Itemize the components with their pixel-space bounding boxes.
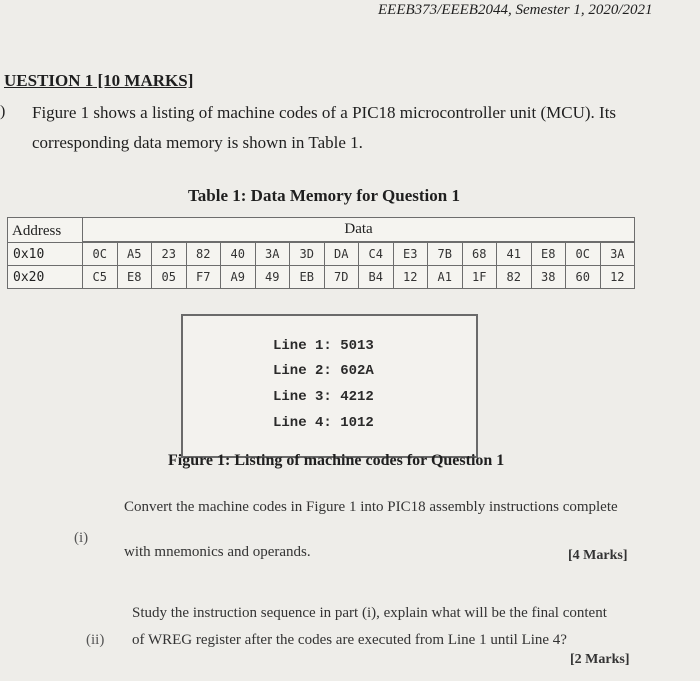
part-ii-line-1: Study the instruction sequence in part (i), explain what will be the final content <box>132 605 607 621</box>
data-cell: 82 <box>186 243 221 266</box>
data-cell: 82 <box>497 266 532 289</box>
address-cell: 0x20 <box>8 266 83 289</box>
data-cell: E8 <box>531 243 566 266</box>
data-cell: A9 <box>221 266 256 289</box>
data-cell: 7D <box>324 266 359 289</box>
data-cell: 3A <box>255 243 290 266</box>
part-ii-number: (ii) <box>86 632 105 648</box>
code-line-3: Line 3: 4212 <box>273 389 374 405</box>
question-marker: ) <box>0 103 6 120</box>
figure-caption: Figure 1: Listing of machine codes for Question 1 <box>168 452 505 469</box>
part-i-number: (i) <box>74 530 89 546</box>
address-header: Address <box>8 218 83 243</box>
table-row <box>8 243 635 266</box>
part-ii-line-2: of WREG register after the codes are executed from Line 1 until Line 4? <box>132 632 567 648</box>
course-header: EEEB373/EEEB2044, Semester 1, 2020/2021 <box>378 2 653 18</box>
data-cell: 1F <box>462 266 497 289</box>
code-line-1: Line 1: 5013 <box>273 338 374 354</box>
part-i-line-1: Convert the machine codes in Figure 1 into PIC18 assembly instructions complete <box>124 499 618 515</box>
address-cell: 0x10 <box>8 243 83 266</box>
data-cell: 23 <box>152 243 187 266</box>
machine-code-listing <box>181 314 478 458</box>
question-title: UESTION 1 [10 MARKS] <box>4 71 194 90</box>
table-caption: Table 1: Data Memory for Question 1 <box>188 186 460 205</box>
data-cell: DA <box>324 243 359 266</box>
part-i-marks: [4 Marks] <box>568 548 628 563</box>
data-cell: A5 <box>117 243 152 266</box>
data-header: Data <box>83 218 635 242</box>
data-cell: C5 <box>83 266 118 289</box>
data-cell: 49 <box>255 266 290 289</box>
data-cell: 05 <box>152 266 187 289</box>
data-cell: 12 <box>600 266 635 289</box>
data-cell: B4 <box>359 266 394 289</box>
data-memory-table <box>7 217 635 289</box>
data-cell: 0C <box>83 243 118 266</box>
data-cell: C4 <box>359 243 394 266</box>
part-ii-marks: [2 Marks] <box>570 652 630 667</box>
data-cell: E3 <box>393 243 428 266</box>
data-cell: 38 <box>531 266 566 289</box>
data-cell: 0C <box>566 243 601 266</box>
data-cell: EB <box>290 266 325 289</box>
data-cell: A1 <box>428 266 463 289</box>
data-cell: 40 <box>221 243 256 266</box>
data-cell: 3A <box>600 243 635 266</box>
question-intro-line-2: corresponding data memory is shown in Table 1. <box>32 133 363 152</box>
part-i-line-2: with mnemonics and operands. <box>124 544 311 560</box>
code-line-2: Line 2: 602A <box>273 363 374 379</box>
data-cell: E8 <box>117 266 152 289</box>
table-row <box>8 266 635 289</box>
data-cell: 12 <box>393 266 428 289</box>
data-cell: 68 <box>462 243 497 266</box>
data-cell: 7B <box>428 243 463 266</box>
code-line-4: Line 4: 1012 <box>273 415 374 431</box>
question-intro-line-1: Figure 1 shows a listing of machine codes of a PIC18 microcontroller unit (MCU). Its <box>32 103 617 122</box>
data-cell: 3D <box>290 243 325 266</box>
data-cell: 41 <box>497 243 532 266</box>
data-cell: F7 <box>186 266 221 289</box>
data-cell: 60 <box>566 266 601 289</box>
